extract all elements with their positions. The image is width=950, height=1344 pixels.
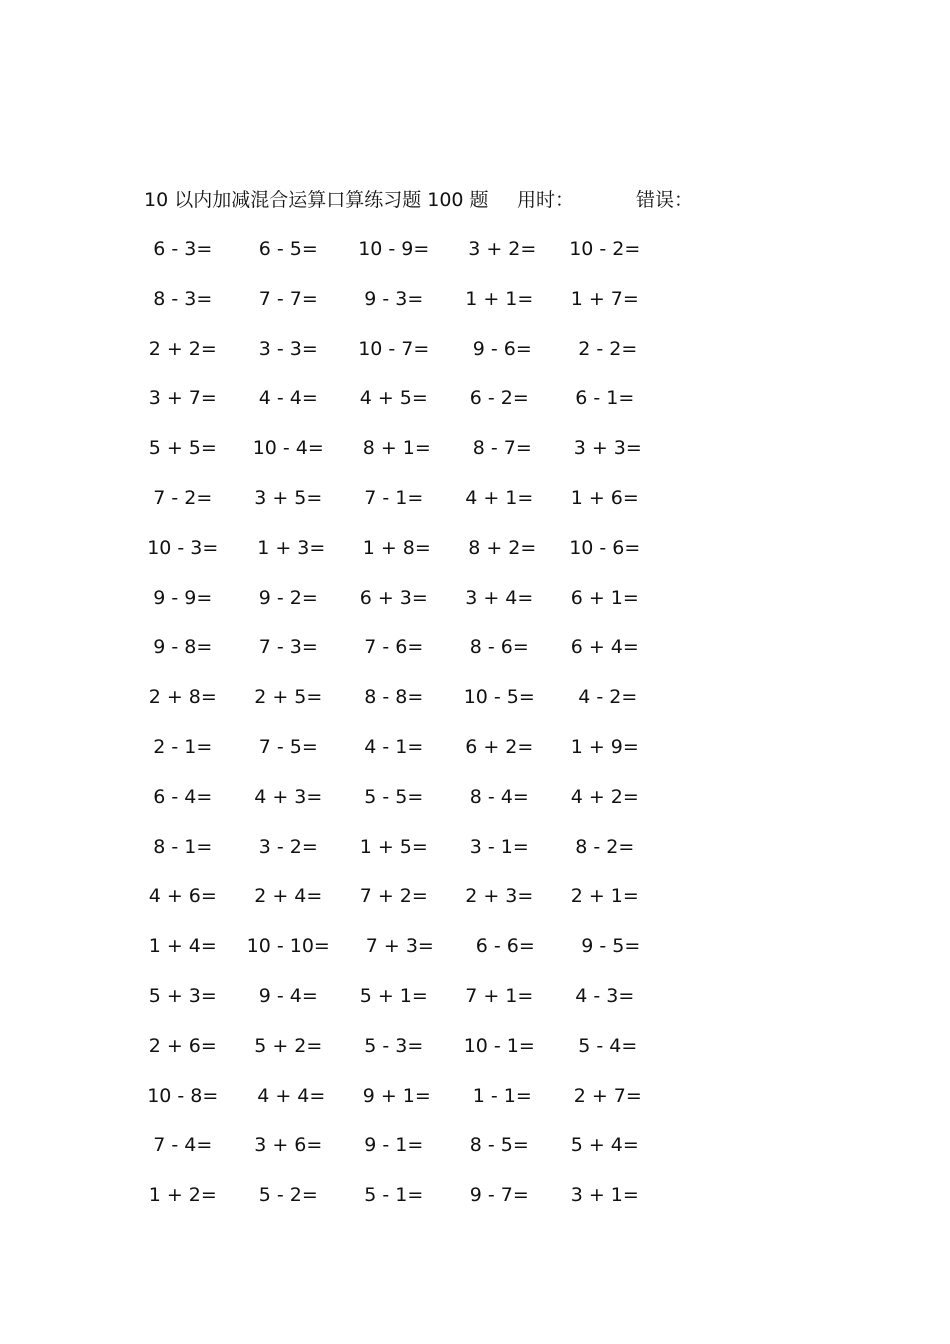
arithmetic-problem: 1 - 1= [466, 1084, 532, 1107]
arithmetic-problem: 9 - 5= [569, 935, 641, 958]
arithmetic-problem: 7 - 2= [153, 486, 213, 509]
arithmetic-problem: 2 - 2= [572, 337, 638, 360]
arithmetic-problem: 10 - 5= [463, 686, 535, 709]
arithmetic-problem: 3 - 3= [258, 337, 318, 360]
arithmetic-problem: 2 + 5= [254, 686, 323, 709]
arithmetic-problem: 8 + 2= [462, 536, 537, 559]
arithmetic-problem: 10 - 3= [147, 536, 219, 559]
arithmetic-problem: 1 + 3= [251, 536, 326, 559]
arithmetic-problem: 4 - 3= [575, 984, 635, 1007]
problem-row [130, 632, 690, 682]
arithmetic-problem: 6 - 3= [153, 238, 213, 260]
arithmetic-problem: 1 + 7= [570, 287, 639, 310]
arithmetic-problem: 5 + 1= [359, 984, 428, 1007]
arithmetic-problem: 2 + 3= [465, 885, 534, 908]
arithmetic-problem: 5 + 5= [148, 437, 217, 460]
arithmetic-problem: 9 - 1= [364, 1134, 424, 1157]
arithmetic-problem: 9 - 8= [153, 636, 213, 659]
problem-row [130, 284, 690, 334]
arithmetic-problem: 8 - 2= [575, 835, 635, 858]
problem-row [130, 533, 690, 583]
arithmetic-problem: 7 - 6= [364, 636, 424, 659]
arithmetic-problem: 5 - 2= [258, 1184, 318, 1207]
arithmetic-problem: 3 - 1= [469, 835, 529, 858]
arithmetic-problem: 8 - 1= [153, 835, 213, 858]
arithmetic-problem: 4 + 6= [148, 885, 217, 908]
arithmetic-problem: 5 + 2= [254, 1034, 323, 1057]
arithmetic-problem: 1 + 8= [356, 536, 431, 559]
arithmetic-problem: 10 - 1= [463, 1034, 535, 1057]
arithmetic-problem: 3 + 4= [465, 586, 534, 609]
arithmetic-problem: 10 - 6= [569, 536, 641, 559]
arithmetic-problem: 3 + 6= [254, 1134, 323, 1157]
arithmetic-problem: 3 + 5= [254, 486, 323, 509]
problem-row [130, 881, 690, 931]
arithmetic-problem: 7 + 3= [353, 935, 434, 958]
arithmetic-problem: 5 + 3= [148, 984, 217, 1007]
arithmetic-problem: 2 + 6= [148, 1034, 217, 1057]
arithmetic-problem: 9 - 4= [258, 984, 318, 1007]
arithmetic-problem: 4 + 3= [254, 785, 323, 808]
arithmetic-problem: 8 - 3= [153, 287, 213, 310]
arithmetic-problem: 6 - 6= [463, 935, 535, 958]
problem-grid [130, 234, 690, 1230]
problem-row [130, 1130, 690, 1180]
arithmetic-problem: 1 + 9= [570, 735, 639, 758]
arithmetic-problem: 9 - 7= [469, 1184, 529, 1207]
arithmetic-problem: 3 + 2= [462, 238, 537, 260]
problem-row [130, 931, 690, 981]
arithmetic-problem: 7 - 4= [153, 1134, 213, 1157]
problem-row [130, 1081, 690, 1131]
problem-row [130, 383, 690, 433]
problem-row [130, 732, 690, 782]
arithmetic-problem: 10 - 4= [252, 437, 324, 460]
problem-row [130, 981, 690, 1031]
problem-row [130, 583, 690, 633]
arithmetic-problem: 6 + 4= [570, 636, 639, 659]
problem-row [130, 1031, 690, 1081]
arithmetic-problem: 3 - 2= [258, 835, 318, 858]
problem-row [130, 832, 690, 882]
arithmetic-problem: 9 + 1= [356, 1084, 431, 1107]
arithmetic-problem: 10 - 9= [358, 238, 430, 260]
arithmetic-problem: 4 - 4= [258, 387, 318, 410]
arithmetic-problem: 6 - 1= [575, 387, 635, 410]
arithmetic-problem: 5 - 1= [364, 1184, 424, 1207]
arithmetic-problem: 3 + 7= [148, 387, 217, 410]
error-count-label: 错误： [636, 189, 694, 211]
arithmetic-problem: 3 + 1= [570, 1184, 639, 1207]
arithmetic-problem: 9 - 2= [258, 586, 318, 609]
arithmetic-problem: 4 + 4= [251, 1084, 326, 1107]
arithmetic-problem: 5 + 4= [570, 1134, 639, 1157]
arithmetic-problem: 1 + 1= [465, 287, 534, 310]
arithmetic-problem: 1 + 6= [570, 486, 639, 509]
arithmetic-problem: 6 + 2= [465, 735, 534, 758]
problem-row [130, 483, 690, 533]
arithmetic-problem: 9 - 9= [153, 586, 213, 609]
arithmetic-problem: 2 + 2= [148, 337, 217, 360]
arithmetic-problem: 9 - 6= [466, 337, 532, 360]
arithmetic-problem: 6 - 2= [469, 387, 529, 410]
arithmetic-problem: 8 - 6= [469, 636, 529, 659]
problem-row [130, 433, 690, 483]
arithmetic-problem: 2 - 1= [153, 735, 213, 758]
arithmetic-problem: 10 - 7= [358, 337, 430, 360]
arithmetic-problem: 8 - 7= [466, 437, 532, 460]
arithmetic-problem: 7 - 5= [258, 735, 318, 758]
arithmetic-problem: 10 - 2= [569, 238, 641, 260]
problem-row [130, 682, 690, 732]
arithmetic-problem: 4 + 1= [465, 486, 534, 509]
arithmetic-problem: 2 + 7= [567, 1084, 642, 1107]
worksheet-title: 10 以内加减混合运算口算练习题 100 题 [144, 189, 489, 211]
arithmetic-problem: 7 - 3= [258, 636, 318, 659]
arithmetic-problem: 9 - 3= [364, 287, 424, 310]
arithmetic-problem: 8 - 5= [469, 1134, 529, 1157]
arithmetic-problem: 8 - 4= [469, 785, 529, 808]
arithmetic-problem: 7 - 1= [364, 486, 424, 509]
arithmetic-problem: 7 - 7= [258, 287, 318, 310]
arithmetic-problem: 6 - 5= [258, 238, 318, 260]
time-used-label: 用时： [517, 189, 575, 211]
arithmetic-problem: 6 + 1= [570, 586, 639, 609]
arithmetic-problem: 7 + 2= [359, 885, 428, 908]
arithmetic-problem: 4 + 5= [359, 387, 428, 410]
arithmetic-problem: 1 + 2= [148, 1184, 217, 1207]
problem-row [130, 782, 690, 832]
arithmetic-problem: 10 - 10= [246, 935, 330, 958]
problem-row [130, 334, 690, 384]
problem-row [130, 1180, 690, 1230]
problem-row [130, 234, 690, 284]
arithmetic-problem: 2 + 4= [254, 885, 323, 908]
arithmetic-problem: 5 - 4= [572, 1034, 638, 1057]
arithmetic-problem: 8 + 1= [356, 437, 431, 460]
arithmetic-problem: 2 + 8= [148, 686, 217, 709]
arithmetic-problem: 8 - 8= [364, 686, 424, 709]
arithmetic-problem: 2 + 1= [570, 885, 639, 908]
arithmetic-problem: 1 + 5= [359, 835, 428, 858]
arithmetic-problem: 10 - 8= [147, 1084, 219, 1107]
arithmetic-problem: 4 + 2= [570, 785, 639, 808]
arithmetic-problem: 6 - 4= [153, 785, 213, 808]
arithmetic-problem: 4 - 2= [572, 686, 638, 709]
arithmetic-problem: 5 - 5= [364, 785, 424, 808]
arithmetic-problem: 3 + 3= [567, 437, 642, 460]
arithmetic-problem: 7 + 1= [465, 984, 534, 1007]
arithmetic-problem: 4 - 1= [364, 735, 424, 758]
arithmetic-problem: 5 - 3= [364, 1034, 424, 1057]
arithmetic-problem: 6 + 3= [359, 586, 428, 609]
arithmetic-problem: 1 + 4= [148, 935, 217, 958]
